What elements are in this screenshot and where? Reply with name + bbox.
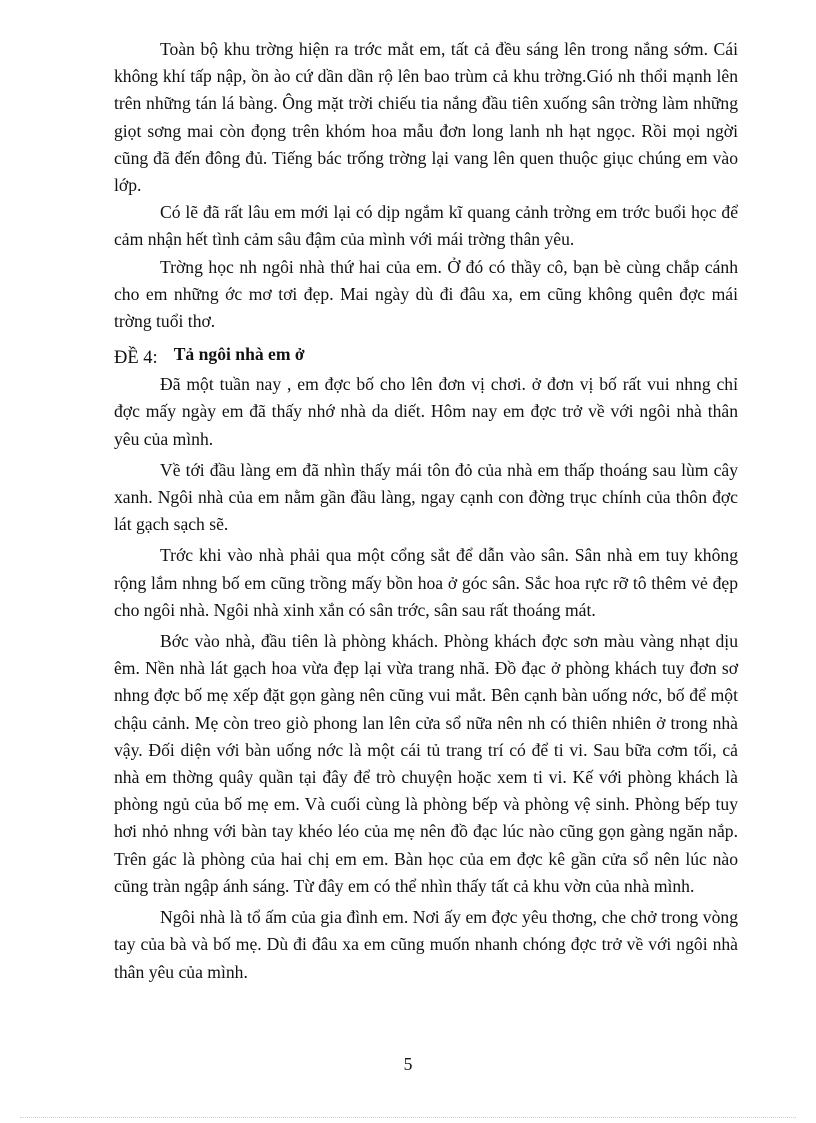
section-number: ĐỀ 4: [114,348,158,369]
paragraph-house-interior: Bớc vào nhà, đầu tiên là phòng khách. Phòng khách đợc sơn màu vàng nhạt dịu êm. Nền nhà lát gạch hoa vừa đẹp lại vừa trang nhã. Đồ đạc ở phòng khách tuy đơn sơ nhng đợc bố mẹ xếp đặt gọn gàng nên cũng vui mắt. Bên cạnh bàn uống nớc, bố để một chậu cảnh. Mẹ còn treo giò phong lan lên cửa sổ nữa nên nh có thiên nhiên ở trong nhà vậy. Đối diện với bàn uống nớc là một cái tủ trang trí có để ti vi. Sau bữa cơm tối, cả nhà em thờng quây quần tại đây để trò chuyện hoặc xem ti vi. Kế với phòng khách là phòng ngủ của bố mẹ em. Và cuối cùng là phòng bếp và phòng vệ sinh. Phòng bếp tuy hơi nhỏ nhng với bàn tay khéo léo của mẹ nên đồ đạc lúc nào cũng gọn gàng ngăn nắp. Trên gác là phòng của hai chị em em. Bàn học của em đợc kê gần cửa sổ nên lúc nào cũng tràn ngập ánh sáng. Từ đây em có thể nhìn thấy tất cả khu vờn của nhà mình. [114,631,738,896]
section-title: Tả ngôi nhà em ở [173,344,305,365]
document-page [114,36,738,986]
section-heading [114,341,738,371]
paragraph-house-conclusion: Ngôi nhà là tổ ấm của gia đình em. Nơi ấy em đợc yêu thơng, che chở trong vòng tay của bà và bố mẹ. Dù đi đâu xa em cũng muốn nhanh chóng đợc trở về với ngôi nhà thân yêu của mình. [114,907,738,982]
paragraph-school-second-home: Trờng học nh ngôi nhà thứ hai của em. Ở đó có thầy cô, bạn bè cùng chắp cánh cho em những ớc mơ tơi đẹp. Mai ngày dù đi đâu xa, em cũng không quên đợc mái trờng tuổi thơ. [114,256,738,332]
paragraph-house-yard: Trớc khi vào nhà phải qua một cổng sắt để dẫn vào sân. Sân nhà em tuy không rộng lắm nhng bố em cũng trồng mấy bồn hoa ở góc sân. Sắc hoa rực rỡ tô thêm vẻ đẹp cho ngôi nhà. Ngôi nhà xinh xắn có sân trớc, sân sau rất thoáng mát. [114,545,738,620]
paragraph-school-morning: Toàn bộ khu trờng hiện ra trớc mắt em, tất cả đều sáng lên trong nắng sớm. Cái không khí tấp nập, ồn ào cứ dần dần rộ lên bao trùm cả khu trờng.Gió nh thổi mạnh lên trên những tán lá bàng. Ông mặt trời chiếu tia nắng đầu tiên xuống sân trờng làm những giọt sơng mai còn đọng trên khóm hoa mẫu đơn long lanh nh hạt ngọc. Rồi mọi ngời cũng đã đến đông đủ. Tiếng bác trống trờng lại vang lên quen thuộc giục chúng em vào lớp. [114,39,738,196]
paragraph-school-feelings: Có lẽ đã rất lâu em mới lại có dịp ngắm kĩ quang cảnh trờng em trớc buổi học để cảm nhận hết tình cảm sâu đậm của mình với mái trờng thân yêu. [114,202,738,250]
paragraph-house-approach: Về tới đầu làng em đã nhìn thấy mái tôn đỏ của nhà em thấp thoáng sau lùm cây xanh. Ngôi nhà của em nằm gần đầu làng, ngay cạnh con đờng trục chính của thôn đợc lát gạch sạch sẽ. [114,459,738,535]
paragraph-house-intro: Đã một tuần nay , em đợc bố cho lên đơn vị chơi. ở đơn vị bố rất vui nhng chỉ đợc mấy ngày em đã thấy nhớ nhà da diết. Hôm nay em đợc trở về với ngôi nhà thân yêu của mình. [114,374,738,449]
page-bottom-divider [20,1117,796,1118]
page-number: 5 [403,1054,413,1074]
